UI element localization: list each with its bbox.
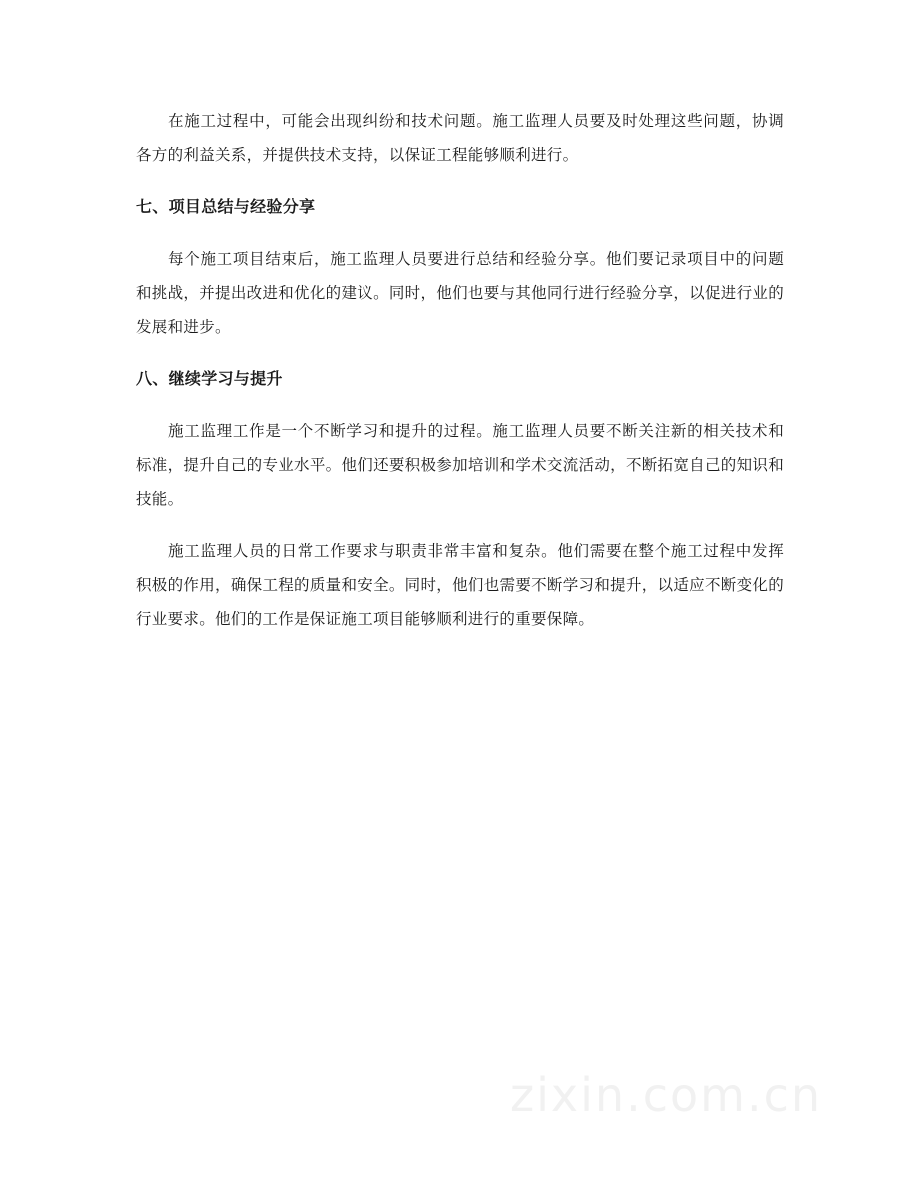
section-8-paragraph: 施工监理工作是一个不断学习和提升的过程。施工监理人员要不断关注新的相关技术和标准，提升自己的专业水平。他们还要积极参加培训和学术交流活动，不断拓宽自己的知识和技能。 xyxy=(136,422,784,508)
section-heading-7: 七、项目总结与经验分享 xyxy=(136,197,316,216)
section-7-paragraph: 每个施工项目结束后，施工监理人员要进行总结和经验分享。他们要记录项目中的问题和挑战，并提出改进和优化的建议。同时，他们也要与其他同行进行经验分享，以促进行业的发展和进步。 xyxy=(136,250,784,336)
intro-paragraph: 在施工过程中，可能会出现纠纷和技术问题。施工监理人员要及时处理这些问题，协调各方的利益关系，并提供技术支持，以保证工程能够顺利进行。 xyxy=(136,112,784,164)
watermark: zixin.com.cn xyxy=(510,1068,823,1122)
conclusion-paragraph: 施工监理人员的日常工作要求与职责非常丰富和复杂。他们需要在整个施工过程中发挥积极的作用，确保工程的质量和安全。同时，他们也需要不断学习和提升，以适应不断变化的行业要求。他们的工作是保证施工项目能够顺利进行的重要保障。 xyxy=(136,542,784,628)
section-heading-8: 八、继续学习与提升 xyxy=(136,369,283,388)
document-body xyxy=(136,104,784,636)
